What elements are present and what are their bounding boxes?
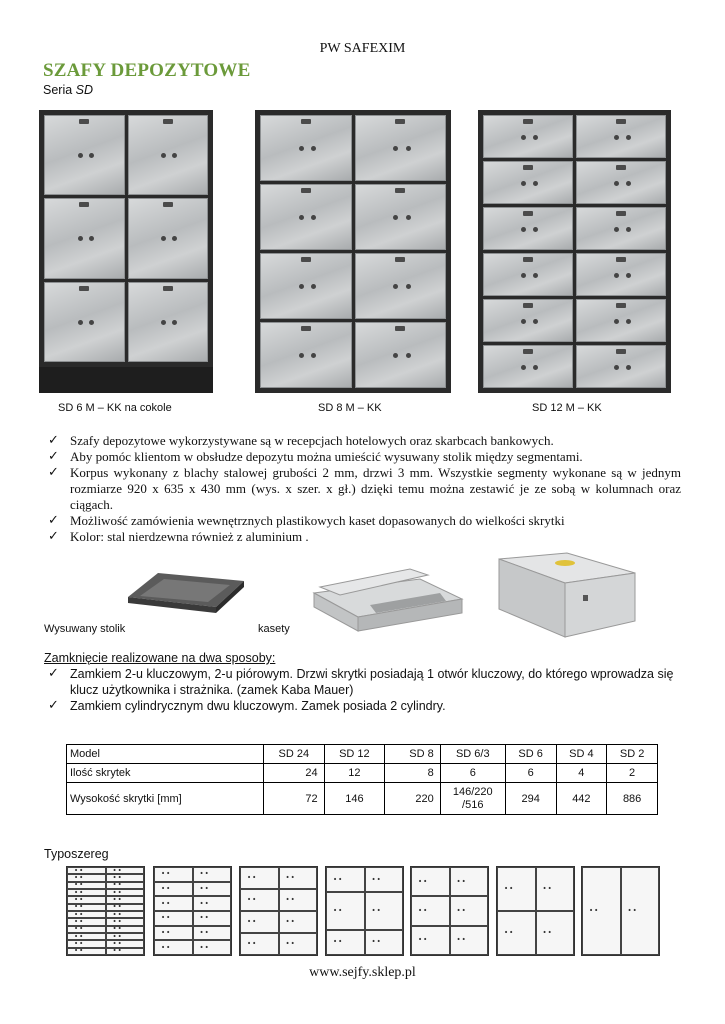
footer-url[interactable]: www.sejfy.sklep.pl	[309, 965, 416, 980]
feature-item: ✓ Kolor: stal nierdzewna również z aluminium .	[48, 529, 309, 544]
table-cell: 24	[264, 764, 325, 783]
cassette-closed-image	[495, 551, 640, 639]
table-header-row	[67, 745, 658, 764]
cabinet-door	[355, 322, 447, 388]
feature-item: ✓ Aby pomóc klientom w obsłudze depozytu można umieścić wysuwany stolik między segmentami.	[48, 449, 583, 464]
table-header: SD 6/3	[440, 745, 505, 764]
cabinet-door	[44, 115, 125, 195]
feature-item: ✓ Korpus wykonany z blachy stalowej grubości 2 mm, drzwi 3 mm. Wszystkie segmenty wykonane są w jednym rozmiarze 920 x 635 x 430 mm (wys. x szer. x gł.) dzięki temu można zestawić je ze sobą w kolumnach oraz ciągach.	[48, 465, 681, 512]
checkmark-icon: ✓	[48, 529, 59, 544]
table-cell: 8	[385, 764, 441, 783]
cabinet-photo-sd8	[255, 110, 451, 393]
cabinet-door	[576, 299, 666, 342]
table-header: Model	[67, 745, 264, 764]
table-header: SD 6	[505, 745, 556, 764]
cabinet-door	[260, 184, 352, 250]
drawer-image	[118, 567, 246, 617]
checkmark-icon: ✓	[48, 433, 59, 448]
checkmark-icon: ✓	[48, 449, 59, 464]
cabinet-door	[576, 253, 666, 296]
company-header: PW SAFEXIM	[319, 41, 406, 56]
cabinet-plinth	[39, 367, 213, 393]
table-cell: 6	[440, 764, 505, 783]
table-cell: 146/220 /516	[440, 783, 505, 815]
cabinet-door	[260, 115, 352, 181]
caption-sd6: SD 6 M – KK na cokole	[58, 402, 172, 414]
table-cell: 442	[556, 783, 607, 815]
cabinet-door	[128, 198, 209, 278]
table-cell: 2	[607, 764, 658, 783]
table-row	[67, 783, 658, 815]
page-title: SZAFY DEPOZYTOWE	[43, 60, 251, 81]
cabinet-door	[483, 115, 573, 158]
locking-heading: Zamknięcie realizowane na dwa sposoby:	[44, 651, 276, 665]
typo-sd8	[239, 866, 318, 956]
table-cell: 886	[607, 783, 658, 815]
cabinet-door	[576, 161, 666, 204]
table-header: SD 8	[385, 745, 441, 764]
table-cell: Wysokość skrytki [mm]	[67, 783, 264, 815]
table-cell: 72	[264, 783, 325, 815]
table-row	[67, 764, 658, 783]
cabinet-door	[128, 282, 209, 362]
cabinet-door	[576, 345, 666, 388]
table-cell: 12	[324, 764, 385, 783]
typo-sd6-3	[325, 866, 404, 956]
typo-sd4	[496, 866, 575, 956]
feature-item: ✓ Szafy depozytowe wykorzystywane są w recepcjach hotelowych oraz skarbcach bankowych.	[48, 433, 554, 448]
checkmark-icon: ✓	[48, 666, 59, 681]
table-header: SD 4	[556, 745, 607, 764]
cabinet-door	[483, 207, 573, 250]
typo-sd24	[66, 866, 145, 956]
table-cell: Ilość skrytek	[67, 764, 264, 783]
cassette-open-image	[310, 565, 465, 635]
checkmark-icon: ✓	[48, 465, 59, 480]
checkmark-icon: ✓	[48, 698, 59, 713]
series-prefix: Seria	[43, 83, 73, 97]
typo-sd12	[153, 866, 232, 956]
table-cell: 6	[505, 764, 556, 783]
table-cell: 146	[324, 783, 385, 815]
table-header: SD 2	[607, 745, 658, 764]
caption-sd12: SD 12 M – KK	[532, 402, 602, 414]
cassette-label: kasety	[258, 623, 290, 635]
locking-option: ✓ Zamkiem cylindrycznym dwu kluczowym. Zamek posiada 2 cylindry.	[48, 698, 446, 713]
series-name: SD	[75, 83, 94, 97]
typoszereg-label: Typoszereg	[44, 847, 109, 861]
caption-sd8: SD 8 M – KK	[318, 402, 382, 414]
cabinet-door	[576, 207, 666, 250]
cabinet-door	[483, 299, 573, 342]
cabinet-door	[44, 198, 125, 278]
locking-option: ✓ Zamkiem 2-u kluczowym, 2-u piórowym. Drzwi skrytki posiadają 1 otwór kluczowy, do którego wprowadza się klucz użytkownika i strażnika. (zamek Kaba Mauer)	[48, 666, 674, 697]
drawer-label: Wysuwany stolik	[44, 623, 126, 635]
feature-list	[44, 433, 681, 545]
table-cell: 4	[556, 764, 607, 783]
cabinet-door	[483, 161, 573, 204]
cabinet-door	[355, 253, 447, 319]
spec-table	[66, 744, 658, 815]
typo-sd6	[410, 866, 489, 956]
cabinet-door	[260, 253, 352, 319]
table-header: SD 24	[264, 745, 325, 764]
cabinet-door	[355, 115, 447, 181]
series-label	[43, 83, 93, 97]
cabinet-door	[128, 115, 209, 195]
locking-options	[44, 666, 684, 714]
table-header: SD 12	[324, 745, 385, 764]
cabinet-door	[44, 282, 125, 362]
cabinet-photo-sd12	[478, 110, 671, 393]
table-cell: 220	[385, 783, 441, 815]
cabinet-door	[483, 345, 573, 388]
cabinet-door	[260, 322, 352, 388]
table-cell: 294	[505, 783, 556, 815]
cabinet-door	[355, 184, 447, 250]
typo-sd2	[581, 866, 660, 956]
feature-item: ✓ Możliwość zamówienia wewnętrznych plastikowych kaset dopasowanych do wielkości skrytki	[48, 513, 565, 528]
checkmark-icon: ✓	[48, 513, 59, 528]
cabinet-door	[483, 253, 573, 296]
cabinet-door	[576, 115, 666, 158]
cabinet-photo-sd6	[39, 110, 213, 393]
